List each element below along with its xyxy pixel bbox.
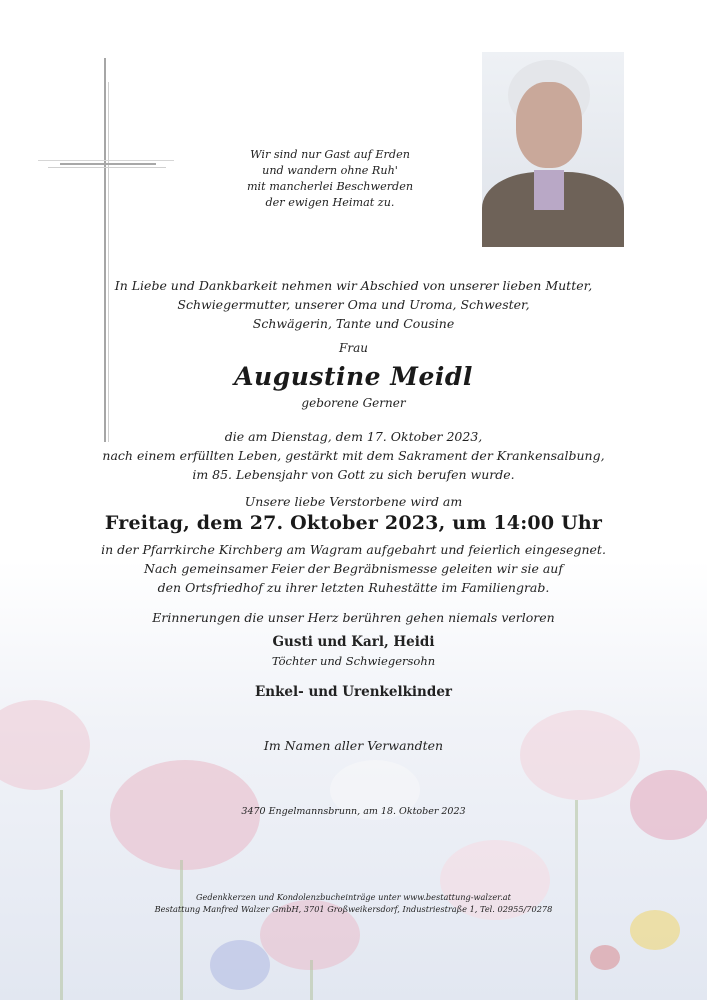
red-flower — [590, 945, 620, 970]
poem-quote — [220, 147, 440, 211]
portrait-photo — [482, 52, 624, 247]
deceased-name: Augustine Meidl — [234, 362, 473, 391]
salutation: Frau — [339, 341, 368, 355]
quote-line: der ewigen Heimat zu. — [265, 196, 395, 209]
all-relatives: Im Namen aller Verwandten — [263, 738, 444, 753]
death-line: im 85. Lebensjahr von Gott zu sich berufen wurde. — [192, 467, 515, 482]
funeral-line: in der Pfarrkirche Kirchberg am Wagram aufgebahrt und feierlich eingesegnet. — [101, 542, 606, 557]
cross-horizontal-bar — [38, 160, 174, 161]
cross-horizontal-bar — [60, 163, 156, 165]
place-date: 3470 Engelmannsbrunn, am 18. Oktober 2023 — [241, 806, 466, 817]
cosmos-flower — [520, 710, 640, 800]
yellow-flower — [630, 910, 680, 950]
family-daughters-relation: Töchter und Schwiegersohn — [271, 654, 436, 668]
cosmos-flower — [630, 770, 707, 840]
cross-horizontal-bar — [48, 167, 166, 168]
intro-text — [0, 276, 707, 333]
funeral-lead: Unsere liebe Verstorbene wird am — [244, 494, 463, 509]
family-grandchildren: Enkel- und Urenkelkinder — [254, 684, 453, 700]
blue-flower — [210, 940, 270, 990]
quote-line: und wandern ohne Ruh' — [262, 164, 398, 177]
death-line: die am Dienstag, dem 17. Oktober 2023, — [224, 429, 483, 444]
memory-line: Erinnerungen die unser Herz berühren gehen niemals verloren — [152, 610, 555, 625]
intro-line: Schwägerin, Tante und Cousine — [252, 316, 455, 331]
intro-line: In Liebe und Dankbarkeit nehmen wir Abschied von unserer lieben Mutter, — [114, 278, 593, 293]
quote-line: mit mancherlei Beschwerden — [246, 180, 414, 193]
intro-line: Schwiegermutter, unserer Oma und Uroma, Schwester, — [177, 297, 530, 312]
funeral-date: Freitag, dem 27. Oktober 2023, um 14:00 Uhr — [104, 512, 603, 534]
funeral-line: den Ortsfriedhof zu ihrer letzten Ruhestätte im Familiengrab. — [157, 580, 550, 595]
funeral-details — [0, 540, 707, 597]
footer-line: Gedenkkerzen und Kondolenzbucheinträge unter www.bestattung-walzer.at — [196, 892, 511, 902]
death-line: nach einem erfüllten Leben, gestärkt mit dem Sakrament der Krankensalbung, — [102, 448, 605, 463]
quote-line: Wir sind nur Gast auf Erden — [250, 148, 410, 161]
flower-stem — [310, 960, 313, 1000]
funeral-home-footer — [0, 891, 707, 915]
flower-stem — [180, 860, 183, 1000]
portrait-face — [516, 82, 582, 168]
death-notice — [0, 427, 707, 484]
family-daughters: Gusti und Karl, Heidi — [272, 634, 435, 650]
portrait-collar — [534, 170, 564, 210]
footer-line: Bestattung Manfred Walzer GmbH, 3701 Großweikersdorf, Industriestraße 1, Tel. 02955/70278 — [154, 904, 553, 914]
birth-name: geborene Gerner — [301, 396, 406, 410]
funeral-line: Nach gemeinsamer Feier der Begräbnismesse geleiten wir sie auf — [144, 561, 563, 576]
